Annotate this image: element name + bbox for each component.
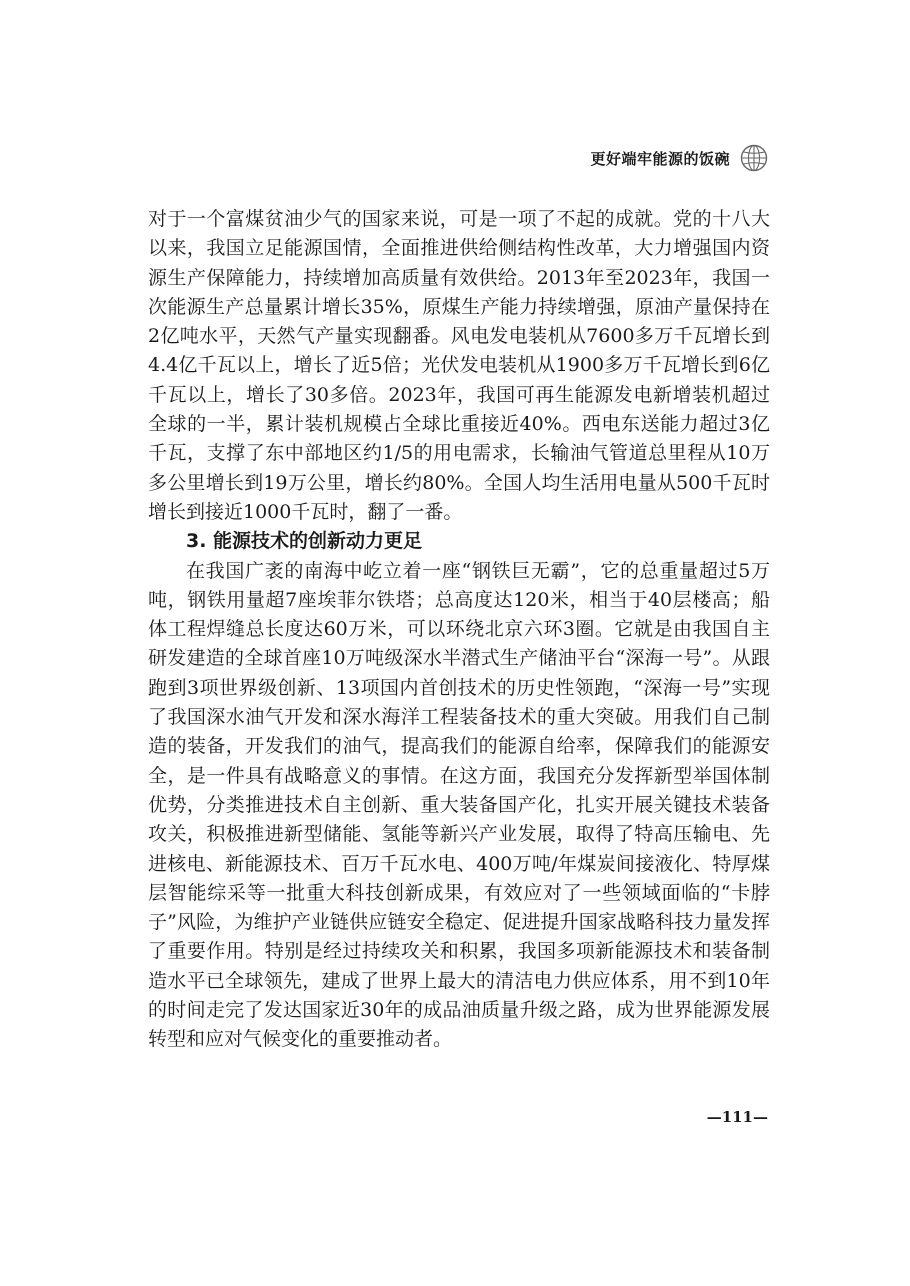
paragraph-deep-sea-one: 在我国广袤的南海中屹立着一座“钢铁巨无霸”，它的总重量超过5万吨，钢铁用量超7座埃菲尔铁塔；总高度达120米，相当于40层楼高；船体工程焊缝总长度达60万米，可以环绕北京六环3圈。它就是由我国自主研发建造的全球首座10万吨级深水半潜式生产储油平台“深海一号”。从跟跑到3项世界级创新、13项国内首创技术的历史性领跑，“深海一号”实现了我国深水油气开发和深水海洋工程装备技术的重大突破。用我们自己制造的装备，开发我们的油气，提高我们的能源自给率，保障我们的能源安全，是一件具有战略意义的事情。在这方面，我国充分发挥新型举国体制优势，分类推进技术自主创新、重大装备国产化，扎实开展关键技术装备攻关，积极推进新型储能、氢能等新兴产业发展，取得了特高压输电、先进核电、新能源技术、百万千瓦水电、400万吨/年煤炭间接液化、特厚煤层智能综采等一批重大科技创新成果，有效应对了一些领域面临的“卡脖子”风险，为维护产业链供应链安全稳定、促进提升国家战略科技力量发挥了重要作用。特别是经过持续攻关和积累，我国多项新能源技术和装备制造水平已全球领先，建成了世界上最大的清洁电力供应体系，用不到10年的时间走完了发达国家近30年的成品油质量升级之路，成为世界能源发展转型和应对气候变化的重要推动者。 xyxy=(148,559,770,1051)
section-heading: 3. 能源技术的创新动力更足 xyxy=(186,530,423,553)
globe-icon xyxy=(740,144,768,172)
page-number: —111— xyxy=(706,1108,768,1126)
body-text xyxy=(148,205,770,1055)
paragraph-continuation: 对于一个富煤贫油少气的国家来说，可是一项了不起的成就。党的十八大以来，我国立足能源国情，全面推进供给侧结构性改革，大力增强国内资源生产保障能力，持续增加高质量有效供给。2013年至2023年，我国一次能源生产总量累计增长35%，原煤生产能力持续增强，原油产量保持在2亿吨水平，天然气产量实现翻番。风电发电装机从7600多万千瓦增长到4.4亿千瓦以上，增长了近5倍；光伏发电装机从1900多万千瓦增长到6亿千瓦以上，增长了30多倍。2023年，我国可再生能源发电新增装机超过全球的一半，累计装机规模占全球比重接近40%。西电东送能力超过3亿千瓦，支撑了东中部地区约1/5的用电需求，长输油气管道总里程从10万多公里增长到19万公里，增长约80%。全国人均生活用电量从500千瓦时增长到接近1000千瓦时，翻了一番。 xyxy=(148,208,770,523)
running-header-title: 更好端牢能源的饭碗 xyxy=(590,149,730,168)
running-header xyxy=(590,143,768,173)
